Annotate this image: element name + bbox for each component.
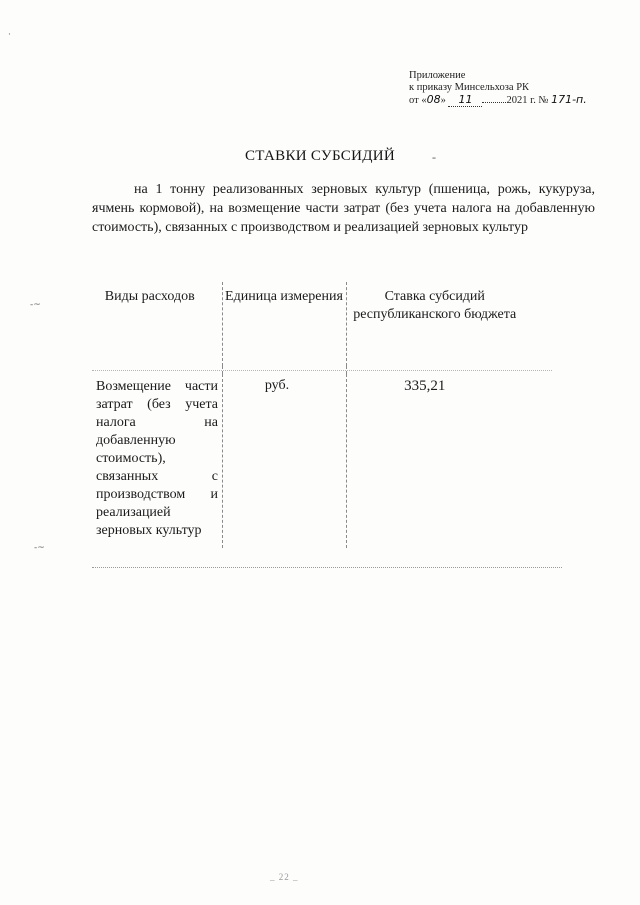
appendix-label: Приложение xyxy=(409,70,466,81)
date-month-handwritten: 11 xyxy=(448,94,482,107)
appendix-note xyxy=(409,70,609,107)
order-number-handwritten: 171-п. xyxy=(551,93,587,106)
scan-mark: -~ xyxy=(34,543,45,553)
table-bottom-rule xyxy=(92,567,562,568)
subsidy-rates-table xyxy=(88,282,563,548)
unit-value: руб. xyxy=(264,378,290,393)
appendix-date-line xyxy=(409,94,609,107)
scan-mark: -~ xyxy=(30,300,41,310)
header-rate: Ставка субсидий республиканского бюджета xyxy=(353,289,517,322)
table-header-row xyxy=(88,282,563,366)
scan-mark: · xyxy=(8,30,11,40)
date-fill-blank xyxy=(482,102,506,103)
date-prefix: от « xyxy=(409,95,427,106)
cell-unit xyxy=(222,374,346,548)
page-title: СТАВКИ СУБСИДИЙ xyxy=(244,148,396,164)
header-expense-type: Виды расходов xyxy=(88,282,222,366)
expense-description: Возмещение части затрат (без учета налога на добавленную стоимость), связанных с производством и реализацией зерновых культур xyxy=(96,379,218,538)
page-number: _ 22 _ xyxy=(270,872,299,882)
date-year-text: 2021 г. № xyxy=(506,95,549,106)
appendix-order-ref: к приказу Минсельхоза РК xyxy=(409,82,530,93)
scan-mark: - xyxy=(432,150,436,164)
rate-value: 335,21 xyxy=(404,378,446,394)
date-day-handwritten: 08 xyxy=(426,93,441,106)
cell-expense xyxy=(88,374,222,548)
date-mid: » xyxy=(440,95,449,106)
table-row xyxy=(88,374,563,548)
intro-paragraph: на 1 тонну реализованных зерновых культур (пшеница, рожь, кукуруза, ячмень кормовой), на возмещение части затрат (без учета налога на добавленную стоимость), связанных с производством и реализацией зерновых культур xyxy=(92,182,595,235)
header-unit: Единица измерения xyxy=(222,282,346,366)
cell-rate xyxy=(346,374,563,548)
